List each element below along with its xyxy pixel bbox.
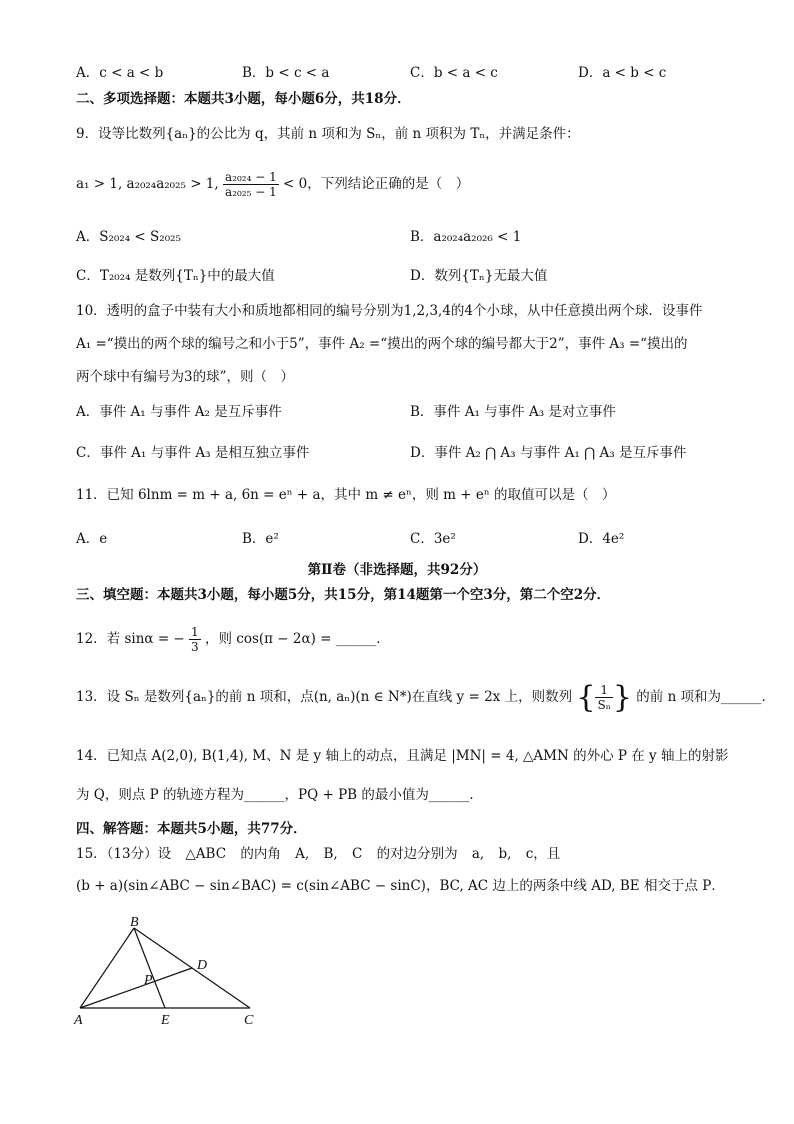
q10-option-c: C．事件 A₁ 与事件 A₃ 是相互独立事件 [76, 445, 310, 461]
q12-suffix: ，则 cos(π − 2α) = ______． [204, 631, 390, 647]
q10-option-b: B．事件 A₁ 与事件 A₃ 是对立事件 [410, 404, 616, 420]
q10-stem-line2: A₁ =“摸出的两个球的编号之和小于5”，事件 A₂ =“摸出的两个球的编号都大于2”，事件 A₃ =“摸出的 [76, 336, 688, 352]
q9-option-d: D．数列{Tₙ}无最大值 [410, 268, 548, 284]
label-p: P [144, 973, 153, 988]
q9-option-a: A．S₂₀₂₄ < S₂₀₂₅ [76, 229, 181, 245]
q13-fraction [595, 683, 612, 712]
q9-option-b: B．a₂₀₂₄a₂₀₂₆ < 1 [410, 229, 522, 245]
q12-frac-den: 3 [191, 640, 199, 654]
q10-option-a: A．事件 A₁ 与事件 A₂ 是互斥事件 [76, 404, 282, 420]
q9-frac-den: a₂₀₂₅ − 1 [225, 185, 277, 199]
label-d: D [197, 958, 208, 973]
q10-option-d: D．事件 A₂ ⋂ A₃ 与事件 A₁ ⋂ A₃ 是互斥事件 [410, 445, 687, 461]
q13-prefix: 13．设 Sₙ 是数列{aₙ}的前 n 项和，点(n, aₙ)(n ∈ N*)在直线 y = 2x 上，则数列 [76, 689, 573, 705]
q13-frac-num: 1 [595, 683, 612, 698]
triangle-figure [70, 912, 290, 1032]
q13-brace-right: } [612, 679, 632, 715]
median-be [134, 928, 165, 1008]
median-ad [80, 968, 192, 1008]
q12-frac-num: 1 [191, 625, 199, 639]
q12-prefix: 12．若 sinα = − [76, 631, 185, 647]
q8-option-b: B．b < c < a [242, 65, 330, 81]
q12-fraction [189, 625, 201, 654]
section-3-heading: 三、填空题：本题共3小题，每小题5分，共15分，第14题第一个空3分，第二个空2分． [76, 587, 611, 603]
q9-stem-line1: 9．设等比数列{aₙ}的公比为 q，其前 n 项和为 Sₙ，前 n 项积为 Tₙ，并满足条件： [76, 126, 580, 142]
q9-cond-tail: < 0，下列结论正确的是（ ） [283, 176, 470, 192]
q9-condition [76, 170, 469, 199]
q11-option-a: A．e [76, 531, 108, 547]
label-c: C [244, 1013, 254, 1028]
q11-option-b: B．e² [242, 531, 279, 547]
q9-fraction [223, 170, 279, 199]
q15-stem-line1: 15．（13分）设 △ABC 的内角 A, B, C 的对边分别为 a, b, c，且 [76, 846, 561, 862]
q13-stem [76, 680, 775, 714]
q8-option-c: C．b < a < c [410, 65, 498, 81]
q10-stem-line1: 10．透明的盒子中装有大小和质地都相同的编号分别为1,2,3,4的4个小球，从中任意摸出两个球．设事件 [76, 303, 703, 319]
q9-frac-num: a₂₀₂₄ − 1 [225, 170, 277, 184]
section-4-heading: 四、解答题：本题共5小题，共77分． [76, 821, 307, 837]
q8-option-a: A．c < a < b [76, 65, 164, 81]
label-b: B [130, 915, 139, 930]
label-a: A [74, 1013, 83, 1028]
q12-stem [76, 622, 390, 656]
q15-stem-line2: (b + a)(sin∠ABC − sin∠BAC) = c(sin∠ABC − sinC)，BC, AC 边上的两条中线 AD, BE 相交于点 P． [76, 878, 725, 894]
part-2-heading: 第Ⅱ卷（非选择题，共92分） [307, 562, 487, 578]
q11-option-c: C．3e² [410, 531, 456, 547]
q8-option-d: D．a < b < c [578, 65, 667, 81]
q11-stem: 11．已知 6lnm = m + a, 6n = eⁿ + a，其中 m ≠ eⁿ，则 m + eⁿ 的取值可以是（ ） [76, 487, 616, 503]
q13-brace-left: { [576, 679, 596, 715]
q14-stem-line1: 14．已知点 A(2,0), B(1,4), M、N 是 y 轴上的动点，且满足 |MN| = 4, △AMN 的外心 P 在 y 轴上的射影 [76, 748, 729, 764]
q9-cond-text: a₁ > 1, a₂₀₂₄a₂₀₂₅ > 1, [76, 176, 219, 192]
q10-stem-line3: 两个球中有编号为3的球”，则（ ） [76, 369, 294, 385]
q13-suffix: 的前 n 项和为______． [636, 689, 776, 705]
q11-option-d: D．4e² [578, 531, 625, 547]
label-e: E [161, 1013, 170, 1028]
q13-frac-den: Sₙ [597, 698, 611, 712]
q14-stem-line2: 为 Q，则点 P 的轨迹方程为______，PQ + PB 的最小值为______． [76, 787, 483, 803]
q9-option-c: C．T₂₀₂₄ 是数列{Tₙ}中的最大值 [76, 268, 275, 284]
section-2-heading: 二、多项选择题：本题共3小题，每小题6分，共18分． [76, 91, 411, 107]
side-ab [80, 928, 134, 1008]
